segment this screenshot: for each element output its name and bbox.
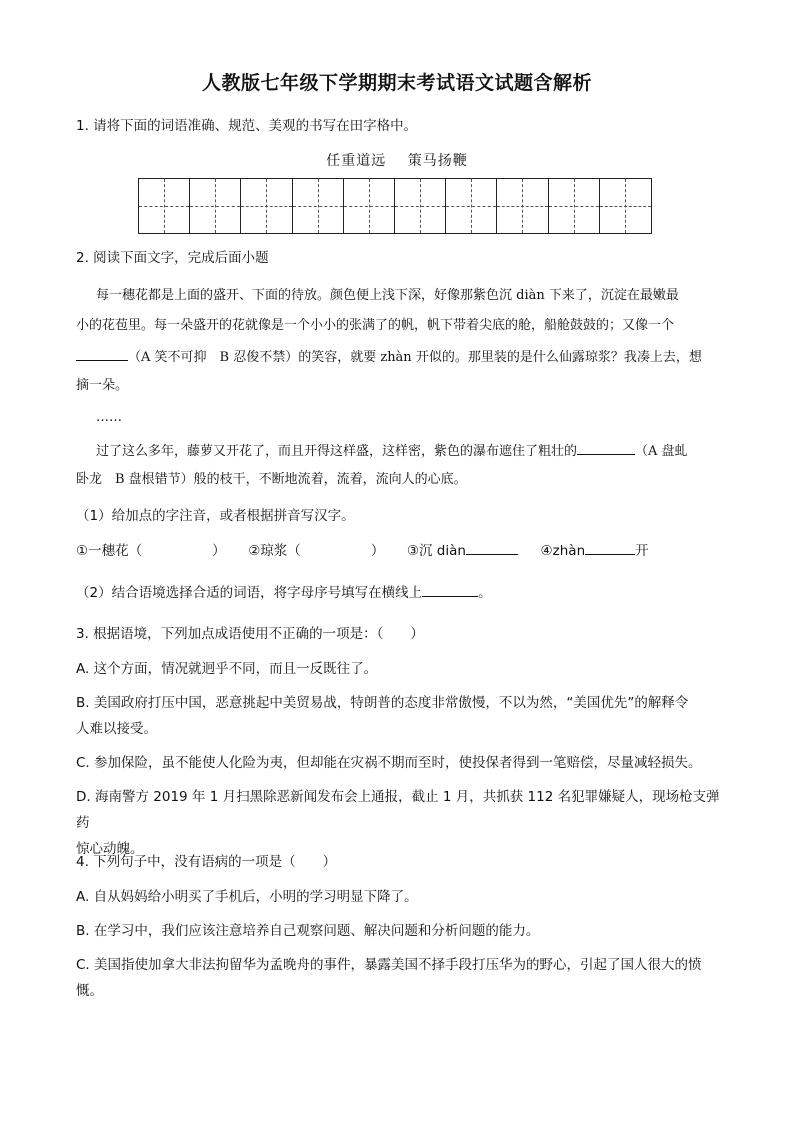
question-4-options <box>76 884 726 1004</box>
passage-text: 过了这么多年，藤萝又开花了，而且开得这样盛，这样密，紫色的瀑布遮住了粗壮的 <box>96 444 578 459</box>
item-2: ②琼浆（ <box>248 543 301 559</box>
answer-blank[interactable] <box>76 346 128 361</box>
words-to-copy <box>0 150 794 170</box>
grid-cell[interactable] <box>600 179 651 233</box>
grid-cell[interactable] <box>241 179 292 233</box>
item-3: ③沉 diàn <box>406 543 466 559</box>
option-d-cont: 惊心动魄。 <box>76 841 144 857</box>
answer-space[interactable] <box>142 541 212 555</box>
question-3-options <box>76 656 726 862</box>
option-c[interactable]: C. 参加保险，虽不能使人化险为夷，但却能在灾祸不期而至时，使投保者得到一笔赔偿，尽量减轻损失。 <box>76 755 702 771</box>
option-c[interactable]: C. 美国指使加拿大非法拘留华为孟晚舟的事件，暴露美国不择手段打压华为的野心，引起了国人很大的愤 <box>76 957 702 973</box>
ellipsis: …… <box>96 410 122 425</box>
tianzige-grid[interactable] <box>138 178 652 234</box>
grid-cell[interactable] <box>549 179 600 233</box>
passage-line-with-blank <box>76 346 702 368</box>
reading-passage <box>76 286 724 486</box>
grid-cell[interactable] <box>446 179 497 233</box>
answer-blank[interactable] <box>422 582 478 597</box>
option-c-cont: 慨。 <box>76 983 103 999</box>
question-2-prompt: 2. 阅读下面文字，完成后面小题 <box>76 250 269 266</box>
answer-blank[interactable] <box>466 540 518 555</box>
answer-blank[interactable] <box>577 440 635 455</box>
passage-line-with-blank <box>96 440 688 462</box>
item-1: ①一穗花（ <box>76 543 143 559</box>
passage-text: （A 盘虬 <box>635 444 688 459</box>
option-a[interactable]: A. 自从妈妈给小明买了手机后，小明的学习明显下降了。 <box>76 889 418 905</box>
grid-cell[interactable] <box>293 179 344 233</box>
option-b[interactable]: B. 在学习中，我们应该注意培养自己观察问题、解决问题和分析问题的能力。 <box>76 923 540 939</box>
grid-cell[interactable] <box>190 179 241 233</box>
passage-line: 小的花苞里。每一朵盛开的花就像是一个小小的张满了的帆，帆下带着尖底的舱，船舱鼓鼓的；又像一个 <box>76 318 675 333</box>
subquestion-1-items: ①一穗花（ ） ②琼浆（ ） ③沉 diàn ④zhàn 开 <box>76 540 649 561</box>
passage-line: 卧龙 B 盘根错节）般的枝干，不断地流着，流着，流向人的心底。 <box>76 472 467 487</box>
grid-cell[interactable] <box>497 179 548 233</box>
word-2: 策马扬鞭 <box>407 153 468 169</box>
subquestion-2: （2）结合语境选择合适的词语，将字母序号填写在横线上 。 <box>76 582 492 603</box>
page-title: 人教版七年级下学期期末考试语文试题含解析 <box>201 72 592 94</box>
grid-cell[interactable] <box>395 179 446 233</box>
passage-line: 摘一朵。 <box>76 378 129 393</box>
option-d[interactable]: D. 海南警方 2019 年 1 月扫黑除恶新闻发布会上通报，截止 1 月，共抓获 112 名犯罪嫌疑人，现场枪支弹药 <box>76 789 720 831</box>
subquestion-1: （1）给加点的字注音，或者根据拼音写汉字。 <box>76 508 355 524</box>
question-3-prompt: 3. 根据语境，下列加点成语使用不正确的一项是：（ ） <box>76 626 424 642</box>
answer-space[interactable] <box>301 541 371 555</box>
question-4-prompt: 4. 下列句子中，没有语病的一项是（ ） <box>76 854 337 870</box>
answer-blank[interactable] <box>585 540 635 555</box>
passage-text: （A 笑不可抑 B 忍俊不禁）的笑容，就要 zhàn 开似的。那里装的是什么仙露琼浆？我凑上去，想 <box>128 350 702 365</box>
option-b-cont: 人难以接受。 <box>76 721 157 737</box>
word-1: 任重道远 <box>326 153 387 169</box>
option-a[interactable]: A. 这个方面，情况就迥乎不同，而且一反既往了。 <box>76 661 378 677</box>
passage-line: 每一穗花都是上面的盛开、下面的待放。颜色便上浅下深，好像那紫色沉 diàn 下来了，沉淀在最嫩最 <box>96 288 679 303</box>
grid-cell[interactable] <box>139 179 190 233</box>
item-4: ④zhàn <box>540 543 586 559</box>
option-b[interactable]: B. 美国政府打压中国，恶意挑起中美贸易战，特朗普的态度非常傲慢，不以为然，“美国优先”的解释令 <box>76 695 689 711</box>
grid-cell[interactable] <box>344 179 395 233</box>
question-1-prompt: 1. 请将下面的词语准确、规范、美观的书写在田字格中。 <box>76 118 418 134</box>
